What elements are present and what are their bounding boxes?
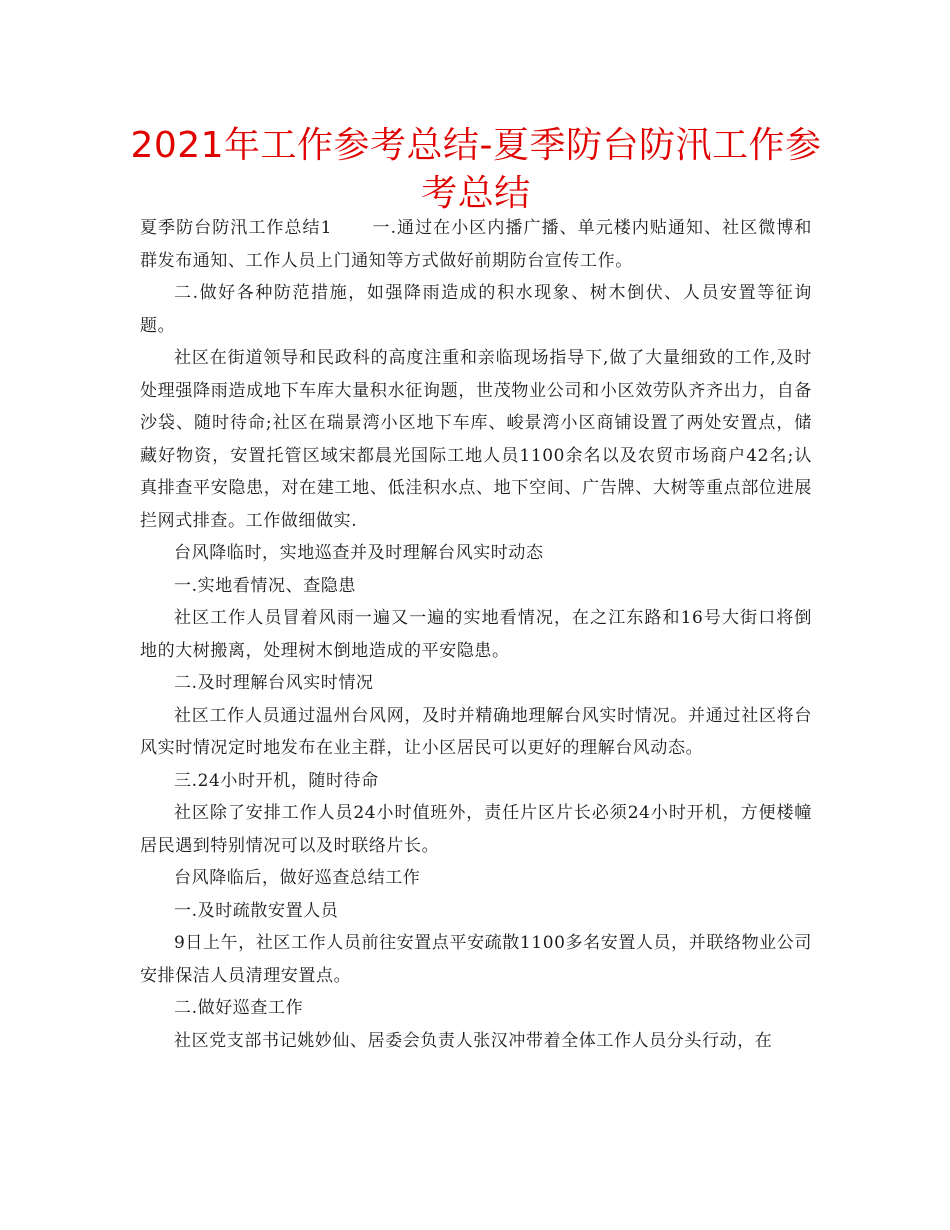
paragraph-15: 社区党支部书记姚妙仙、居委会负责人张汉冲带着全体工作人员分头行动，在 [174,1030,773,1051]
subsection-heading: 一.及时疏散安置人员 [174,900,339,921]
subsection-heading: 二.做好巡查工作 [174,998,304,1018]
subsection-heading: 二.及时理解台风实时情况 [174,673,374,693]
paragraph-1 [140,212,812,277]
paragraph-text: 一.通过在小区内播广播、单元楼内贴通知、社区微博和群发布通知、工作人员上门通知等方式做好前期防台宣传工作。 [140,218,813,271]
paragraph-10: 社区除了安排工作人员24小时值班外，责任片区片长必须24小时开机，方便楼幢居民遇到特别情况可以及时联络片长。 [140,803,812,856]
section-heading: 台风降临后，做好巡查总结工作 [174,868,421,888]
document-body [140,212,812,1057]
paragraph-lead: 夏季防台防汛工作总结1 [140,218,333,238]
section-heading: 台风降临时，实地巡查并及时理解台风实时动态 [174,543,544,563]
paragraph-13: 9日上午，社区工作人员前往安置点平安疏散1100多名安置人员，并联络物业公司安排保洁人员清理安置点。 [140,933,812,986]
subsection-heading: 一.实地看情况、查隐患 [174,575,357,596]
paragraph-6: 社区工作人员冒着风雨一遍又一遍的实地看情况，在之江东路和16号大街口将倒地的大树搬离，处理树木倒地造成的平安隐患。 [140,608,812,661]
paragraph-3: 社区在街道领导和民政科的高度注重和亲临现场指导下,做了大量细致的工作,及时处理强降雨造成地下车库大量积水征询题，世茂物业公司和小区效劳队齐齐出力，自备沙袋、随时待命;社区在瑞景湾小区地下车库、峻景湾小区商铺设置了两处安置点，储藏好物资，安置托管区域宋都晨光国际工地人员1100余名以及农贸市场商户42名;认真排查平安隐患，对在建工地、低洼积水点、地下空间、广告牌、大树等重点部位进展拦网式排查。工作做细做实. [140,348,812,531]
paragraph-2: 二.做好各种防范措施，如强降雨造成的积水现象、树木倒伏、人员安置等征询题。 [140,283,812,336]
subsection-heading: 三.24小时开机，随时待命 [174,770,379,791]
document-title: 2021年工作参考总结-夏季防台防汛工作参考总结 [130,125,822,214]
paragraph-8: 社区工作人员通过温州台风网，及时并精确地理解台风实时情况。并通过社区将台风实时情况定时地发布在业主群，让小区居民可以更好的理解台风动态。 [140,705,812,758]
